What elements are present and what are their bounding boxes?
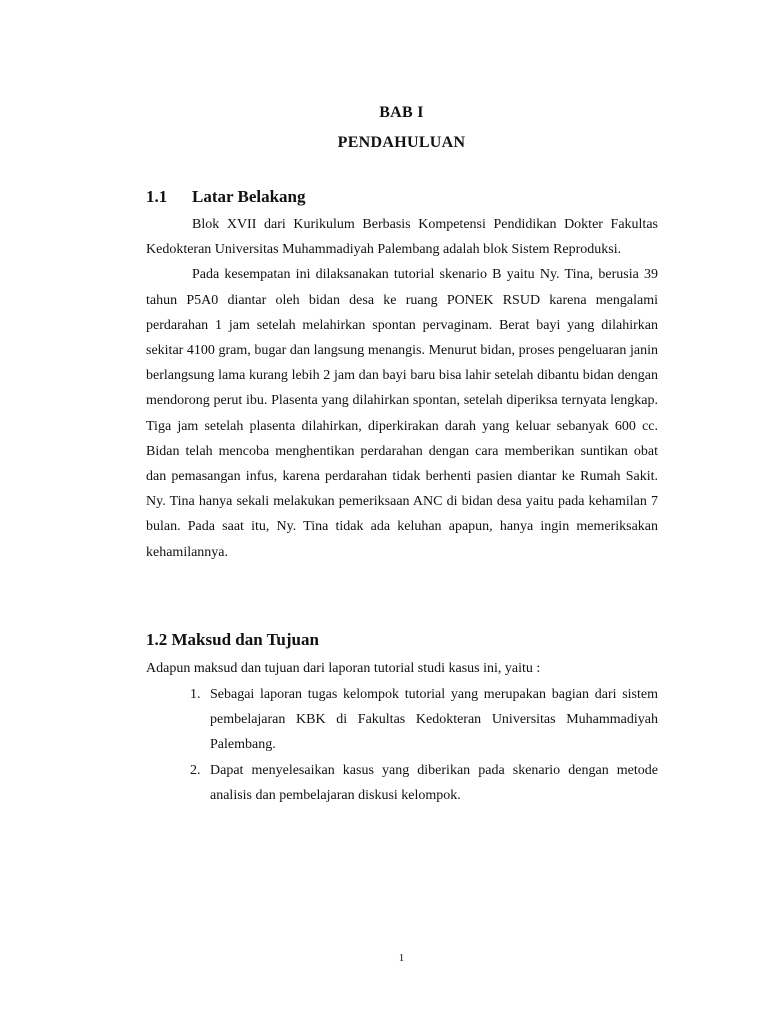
objectives-list: [190, 682, 658, 808]
paragraph: Blok XVII dari Kurikulum Berbasis Kompetensi Pendidikan Dokter Fakultas Kedokteran Universitas Muhammadiyah Palembang adalah blok Sistem Reproduksi.: [146, 217, 658, 258]
list-item: [190, 758, 658, 808]
list-marker: 1.: [190, 687, 201, 702]
list-item: [190, 682, 658, 758]
section-number: 1.1: [146, 187, 168, 206]
chapter-number: BAB I: [379, 104, 424, 121]
page-number: 1: [398, 952, 405, 964]
chapter-title: PENDAHULUAN: [337, 134, 466, 151]
section-heading-maksud-tujuan: 1.2 Maksud dan Tujuan: [146, 630, 319, 649]
section-title: Latar Belakang: [192, 187, 306, 206]
section-intro: Adapun maksud dan tujuan dari laporan tutorial studi kasus ini, yaitu :: [146, 661, 541, 676]
section-heading-latar-belakang: [146, 187, 306, 207]
paragraph: Pada kesempatan ini dilaksanakan tutorial skenario B yaitu Ny. Tina, berusia 39 tahun P5A0 diantar oleh bidan desa ke ruang PONEK RSUD karena mengalami perdarahan 1 jam setelah melahirkan spontan pervaginam. Berat bayi yang dilahirkan sekitar 4100 gram, bugar dan langsung menangis. Menurut bidan, proses pengeluaran janin berlangsung lama kurang lebih 2 jam dan bayi baru bisa lahir setelah dibantu bidan dengan mendorong perut ibu. Plasenta yang dilahirkan spontan, setelah diperiksa ternyata lengkap. Tiga jam setelah plasenta dilahirkan, diperkirakan darah yang keluar sebanyak 600 cc. Bidan telah mencoba menghentikan perdarahan dengan cara memberikan suntikan obat dan pemasangan infus, karena perdarahan tidak berhenti pasien diantar ke Rumah Sakit. Ny. Tina hanya sekali melakukan pemeriksaan ANC di bidan desa yaitu pada kehamilan 7 bulan. Pada saat itu, Ny. Tina tidak ada keluhan apapun, hanya ingin memeriksakan kehamilannya.: [146, 267, 658, 560]
list-marker: 2.: [190, 762, 201, 778]
list-item-text: Sebagai laporan tugas kelompok tutorial yang merupakan bagian dari sistem pembelajaran KBK di Fakultas Kedokteran Universitas Muhammadiyah Palembang.: [210, 687, 658, 753]
list-item-text: Dapat menyelesaikan kasus yang diberikan pada skenario dengan metode analisis dan pembelajaran diskusi kelompok.: [210, 762, 658, 803]
section-body-latar-belakang: [146, 212, 658, 565]
